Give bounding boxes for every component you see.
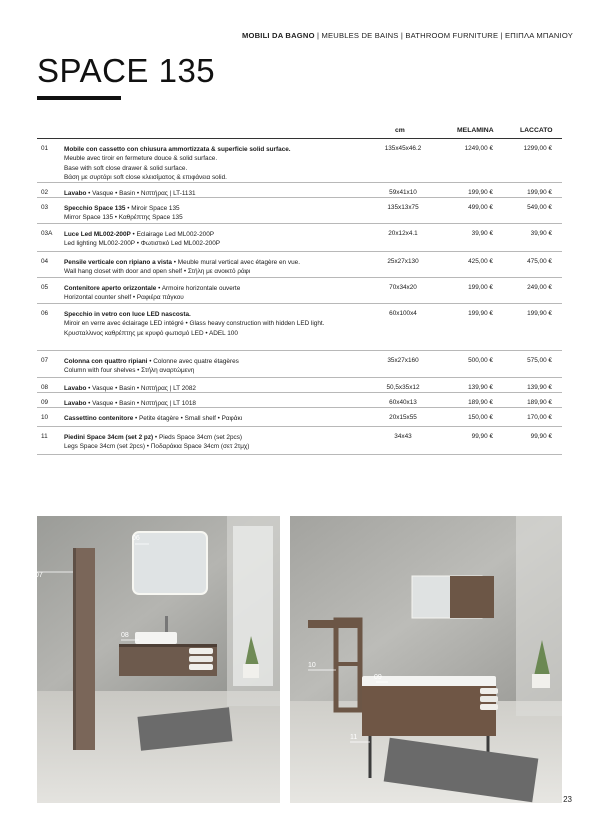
row-dimensions: 25x27x130 <box>387 258 419 265</box>
row-dimensions: 60x40x13 <box>389 399 417 406</box>
row-desc-line: Base with soft close drawer & solid surface. <box>64 164 188 172</box>
row-price-melamina: 499,00 € <box>468 204 493 211</box>
row-title: Luce Led ML002-200P <box>64 231 131 238</box>
row-dimensions: 34x43 <box>394 433 412 440</box>
table-row <box>37 408 562 427</box>
table-header <box>37 124 562 139</box>
row-title: Specchio Space 135 <box>64 205 126 212</box>
row-price-melamina: 189,90 € <box>468 399 493 406</box>
row-description <box>64 433 249 452</box>
row-desc-line: Κρυσταλλινος καθρέπτης με κρυφό φωτισμό LED • ADEL 100 <box>64 329 238 337</box>
row-code: 09 <box>41 399 49 406</box>
photo-label-08: 08 <box>121 632 129 639</box>
row-title-rest: • Eclairage Led ML002-200P <box>130 231 215 238</box>
row-code: 05 <box>41 284 49 291</box>
row-title-rest: • Miroir Space 135 <box>125 205 180 212</box>
row-description <box>64 189 196 198</box>
photo-label-07: 07 <box>35 572 43 579</box>
photo-right <box>290 516 562 803</box>
table-row <box>37 278 562 304</box>
row-dimensions: 59x41x10 <box>389 189 417 196</box>
row-title: Piedini Space 34cm (set 2 pz) <box>64 434 154 441</box>
row-dimensions: 60x100x4 <box>389 310 417 317</box>
row-description <box>64 284 240 303</box>
row-title: Pensile verticale con ripiano a vista <box>64 259 172 266</box>
table-row <box>37 183 562 198</box>
row-title: Mobile con cassetto con chiusura ammortizzata & superficie solid surface. <box>64 146 291 153</box>
photo-label-09: 09 <box>374 674 382 681</box>
row-code: 02 <box>41 189 49 196</box>
row-title-rest: • Vasque • Basin • Νιπτήρας | LT-1131 <box>86 190 196 197</box>
row-code: 10 <box>41 414 49 421</box>
row-code: 01 <box>41 145 49 152</box>
col-melamina: MELAMINA <box>457 127 494 134</box>
row-price-melamina: 425,00 € <box>468 258 493 265</box>
row-price-laccato: 199,90 € <box>527 310 552 317</box>
row-title-rest: • Vasque • Basin • Νιπτήρας | LT 2082 <box>86 385 196 392</box>
row-title-rest: • Meuble mural vertical avec étagère en vue. <box>171 259 300 266</box>
photo-label-11: 11 <box>350 734 358 741</box>
page-number: 23 <box>563 795 572 804</box>
col-laccato: LACCATO <box>520 127 553 134</box>
table-row <box>37 304 562 351</box>
row-description <box>64 258 300 277</box>
row-price-laccato: 170,00 € <box>527 414 552 421</box>
row-code: 11 <box>41 433 48 440</box>
row-price-laccato: 475,00 € <box>527 258 552 265</box>
row-price-laccato: 139,90 € <box>527 384 552 391</box>
section-header-rest: | MEUBLES DE BAINS | BATHROOM FURNITURE | ΕΠΙΠΛΑ ΜΠΑΝΙΟΥ <box>314 31 573 40</box>
row-price-melamina: 199,00 € <box>468 284 493 291</box>
row-price-laccato: 99,90 € <box>530 433 552 440</box>
row-price-laccato: 199,90 € <box>527 189 552 196</box>
row-description <box>64 399 196 408</box>
row-description <box>64 357 239 376</box>
row-desc-line: Mirror Space 135 • Καθρέπτης Space 135 <box>64 214 183 222</box>
row-dimensions: 20x12x4.1 <box>388 230 418 237</box>
row-code: 06 <box>41 310 49 317</box>
row-code: 07 <box>41 357 49 364</box>
page-title: SPACE 135 <box>37 52 216 89</box>
photo-left <box>37 516 280 803</box>
row-price-melamina: 150,00 € <box>468 414 493 421</box>
table-row <box>37 393 562 408</box>
table-row <box>37 139 562 183</box>
section-header <box>242 31 573 40</box>
row-title: Lavabo <box>64 385 87 392</box>
row-title: Contenitore aperto orizzontale <box>64 285 157 292</box>
row-dimensions: 135x45x46.2 <box>384 145 422 152</box>
row-title-rest: • Petite étagère • Small shelf • Ραφάκι <box>133 415 243 422</box>
row-price-melamina: 500,00 € <box>468 357 493 364</box>
table-row <box>37 198 562 224</box>
row-title-rest: • Pieds Space 34cm (set 2pcs) <box>153 434 243 441</box>
row-dimensions: 50,5x35x12 <box>386 384 420 391</box>
table-row <box>37 224 562 252</box>
row-title: Cassettino contenitore <box>64 415 134 422</box>
row-code: 08 <box>41 384 49 391</box>
row-price-laccato: 189,90 € <box>527 399 552 406</box>
table-row <box>37 351 562 378</box>
row-price-melamina: 139,90 € <box>468 384 493 391</box>
photo-label-06: 06 <box>132 535 140 542</box>
row-price-melamina: 1249,00 € <box>464 145 493 152</box>
row-dimensions: 70x34x20 <box>389 284 417 291</box>
row-desc-line: Column with four shelves • Στήλη αναρτώμενη <box>64 367 195 375</box>
row-price-laccato: 39,90 € <box>530 230 552 237</box>
row-title: Lavabo <box>64 190 87 197</box>
row-desc-line: Miroir en verre avec éclairage LED intégré • Glass heavy construction with hidden LED light. <box>64 320 325 328</box>
col-dimensions: cm <box>395 127 405 134</box>
row-price-laccato: 575,00 € <box>527 357 552 364</box>
table-row <box>37 378 562 393</box>
row-title: Lavabo <box>64 400 87 407</box>
table-row <box>37 427 562 455</box>
row-description <box>64 230 220 249</box>
row-title: Specchio in vetro con luce LED nascosta. <box>64 311 191 318</box>
row-description <box>64 310 324 338</box>
row-description <box>64 204 183 223</box>
row-desc-line: Legs Space 34cm (set 2pcs) • Ποδαράκια Space 34cm (σετ 2τμχ) <box>64 443 250 451</box>
row-title: Colonna con quattro ripiani <box>64 358 148 365</box>
row-dimensions: 135x13x75 <box>387 204 419 211</box>
table-row <box>37 252 562 278</box>
photo-label-10: 10 <box>308 662 316 669</box>
row-title-rest: • Armoire horizontale ouverte <box>156 285 241 292</box>
row-dimensions: 35x27x160 <box>387 357 419 364</box>
row-description <box>64 414 242 423</box>
row-desc-line: Wall hang closet with door and open shelf • Στήλη με ανοικτό ράφι <box>64 268 251 276</box>
row-price-melamina: 199,90 € <box>468 189 493 196</box>
row-price-melamina: 39,90 € <box>471 230 493 237</box>
title-underline <box>37 96 121 100</box>
row-desc-line: Βάση με συρτάρι soft close κλεισίματος & επιφάνεια solid. <box>64 174 227 182</box>
row-price-laccato: 549,00 € <box>527 204 552 211</box>
row-description <box>64 384 196 393</box>
row-title-rest: • Vasque • Basin • Νιπτήρας | LT 1018 <box>86 400 196 407</box>
row-desc-line: Meuble avec tiroir en fermeture douce & solid surface. <box>64 155 218 163</box>
row-price-laccato: 1299,00 € <box>523 145 552 152</box>
row-price-laccato: 249,00 € <box>527 284 552 291</box>
row-title-rest: • Colonne avec quatre étagères <box>147 358 239 365</box>
row-price-melamina: 99,90 € <box>471 433 493 440</box>
row-code: 04 <box>41 258 49 265</box>
row-code: 03 <box>41 204 49 211</box>
row-desc-line: Horizontal counter shelf • Ραφιέρα πάγκου <box>64 294 184 302</box>
row-description <box>64 145 291 183</box>
row-desc-line: Led lighting ML002-200P • Φωτιστικό Led ML002-200P <box>64 240 221 248</box>
row-price-melamina: 199,90 € <box>468 310 493 317</box>
row-code: 03A <box>41 230 53 237</box>
section-header-bold: MOBILI DA BAGNO <box>241 31 315 40</box>
price-table <box>37 124 562 455</box>
row-dimensions: 20x15x55 <box>389 414 417 421</box>
